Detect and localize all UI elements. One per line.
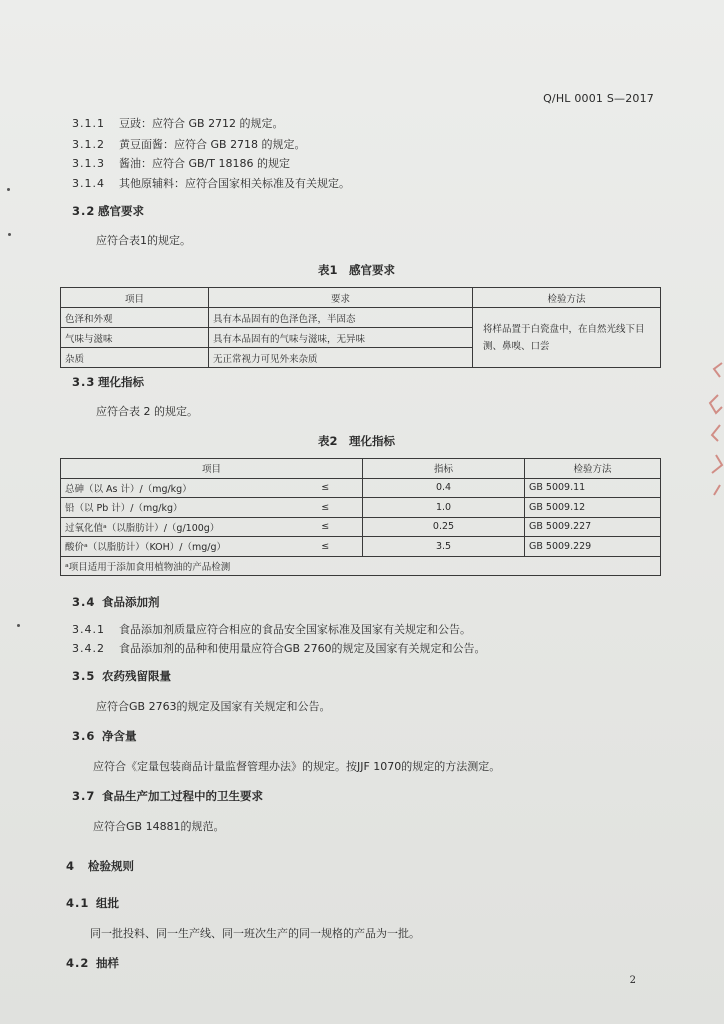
scan-speck [8, 233, 11, 236]
value-cell: 0.4 [363, 478, 525, 498]
item-cell: 气味与滋味 [61, 328, 209, 348]
physicochemical-table [60, 458, 661, 576]
value-cell: 3.5 [363, 537, 525, 557]
header-cell: 指标 [363, 459, 525, 479]
header-cell: 检验方法 [473, 288, 661, 308]
section-3-6-text: 应符合《定量包装商品计量监督管理办法》的规定。按JJF 1070的规定的方法测定。 [93, 760, 501, 773]
table-note-row [61, 556, 661, 576]
scan-speck [7, 188, 10, 191]
clause-3-1-2 [72, 136, 306, 152]
header-cell: 项目 [61, 288, 209, 308]
header-cell: 项目 [61, 459, 363, 479]
clause-number: 3.4.2 [72, 642, 105, 655]
clause-number: 3.1.1 [72, 117, 105, 130]
item-cell: 过氧化值ᵃ（以脂肪计）/（g/100g） [61, 517, 289, 537]
section-3-2-heading: 3.2 感官要求 [72, 204, 144, 218]
clause-3-4-2 [72, 640, 486, 656]
clause-3-4-1 [72, 621, 471, 637]
clause-text: 酱油：应符合 GB/T 18186 的规定 [119, 157, 290, 170]
method-cell: GB 5009.12 [525, 498, 661, 518]
item-cell: 杂质 [61, 348, 209, 368]
clause-3-1-3 [72, 155, 290, 171]
operator-cell: ≤ [289, 537, 363, 557]
method-cell: GB 5009.229 [525, 537, 661, 557]
red-seal-fragment [702, 355, 724, 505]
section-3-7-heading: 3.7 食品生产加工过程中的卫生要求 [72, 789, 263, 803]
item-cell: 酸价ᵃ（以脂肪计）（KOH）/（mg/g） [61, 537, 289, 557]
clause-number: 3.1.3 [72, 157, 105, 170]
clause-text: 其他原辅料：应符合国家相关标准及有关规定。 [119, 177, 350, 190]
value-cell: 1.0 [363, 498, 525, 518]
table-row [61, 537, 661, 557]
clause-3-1-1 [72, 115, 284, 131]
value-cell: 0.25 [363, 517, 525, 537]
requirement-cell: 无正常视力可见外来杂质 [209, 348, 473, 368]
section-3-7-text: 应符合GB 14881的规范。 [93, 820, 225, 833]
scan-speck [17, 624, 20, 627]
method-cell: GB 5009.11 [525, 478, 661, 498]
clause-text: 食品添加剂的品种和使用量应符合GB 2760的规定及国家有关规定和公告。 [119, 642, 486, 655]
item-cell: 总砷（以 As 计）/（mg/kg） [61, 478, 289, 498]
section-3-5-text: 应符合GB 2763的规定及国家有关规定和公告。 [96, 700, 331, 713]
section-3-2-text: 应符合表1的规定。 [96, 234, 191, 247]
clause-text: 食品添加剂质量应符合相应的食品安全国家标准及国家有关规定和公告。 [119, 623, 471, 636]
requirement-cell: 具有本品固有的色泽色泽，半固态 [209, 308, 473, 328]
table-row [61, 308, 661, 328]
clause-number: 3.1.4 [72, 177, 105, 190]
chapter-4-heading: 4 检验规则 [66, 859, 134, 873]
clause-number: 3.4.1 [72, 623, 105, 636]
section-3-6-heading: 3.6 净含量 [72, 729, 137, 743]
table-row [61, 478, 661, 498]
operator-cell: ≤ [289, 478, 363, 498]
operator-cell: ≤ [289, 517, 363, 537]
section-3-3-text: 应符合表 2 的规定。 [96, 405, 198, 418]
clause-3-1-4 [72, 175, 350, 191]
standard-code: Q/HL 0001 S—2017 [543, 92, 654, 105]
section-3-3-heading: 3.3 理化指标 [72, 375, 144, 389]
table-header-row [61, 459, 661, 479]
table-footnote: ᵃ项目适用于添加食用植物油的产品检测 [61, 556, 661, 576]
section-3-5-heading: 3.5 农药残留限量 [72, 669, 171, 683]
method-cell: GB 5009.227 [525, 517, 661, 537]
sensory-requirements-table [60, 287, 661, 368]
clause-text: 豆豉：应符合 GB 2712 的规定。 [119, 117, 284, 130]
table-2-caption: 表2 理化指标 [318, 434, 396, 448]
requirement-cell: 具有本品固有的气味与滋味，无异味 [209, 328, 473, 348]
table-row [61, 517, 661, 537]
header-cell: 检验方法 [525, 459, 661, 479]
clause-number: 3.1.2 [72, 138, 105, 151]
table-1-caption: 表1 感官要求 [318, 263, 396, 277]
section-4-1-text: 同一批投料、同一生产线、同一班次生产的同一规格的产品为一批。 [90, 927, 420, 940]
section-4-1-heading: 4.1 组批 [66, 896, 119, 910]
method-cell: 将样品置于白瓷盘中，在自然光线下目测、鼻嗅、口尝 [473, 308, 661, 368]
item-cell: 色泽和外观 [61, 308, 209, 328]
page-number: 2 [629, 975, 636, 986]
clause-text: 黄豆面酱：应符合 GB 2718 的规定。 [119, 138, 306, 151]
operator-cell: ≤ [289, 498, 363, 518]
section-3-4-heading: 3.4 食品添加剂 [72, 595, 160, 609]
section-4-2-heading: 4.2 抽样 [66, 956, 119, 970]
header-cell: 要求 [209, 288, 473, 308]
table-header-row [61, 288, 661, 308]
item-cell: 铅（以 Pb 计）/（mg/kg） [61, 498, 289, 518]
table-row [61, 498, 661, 518]
